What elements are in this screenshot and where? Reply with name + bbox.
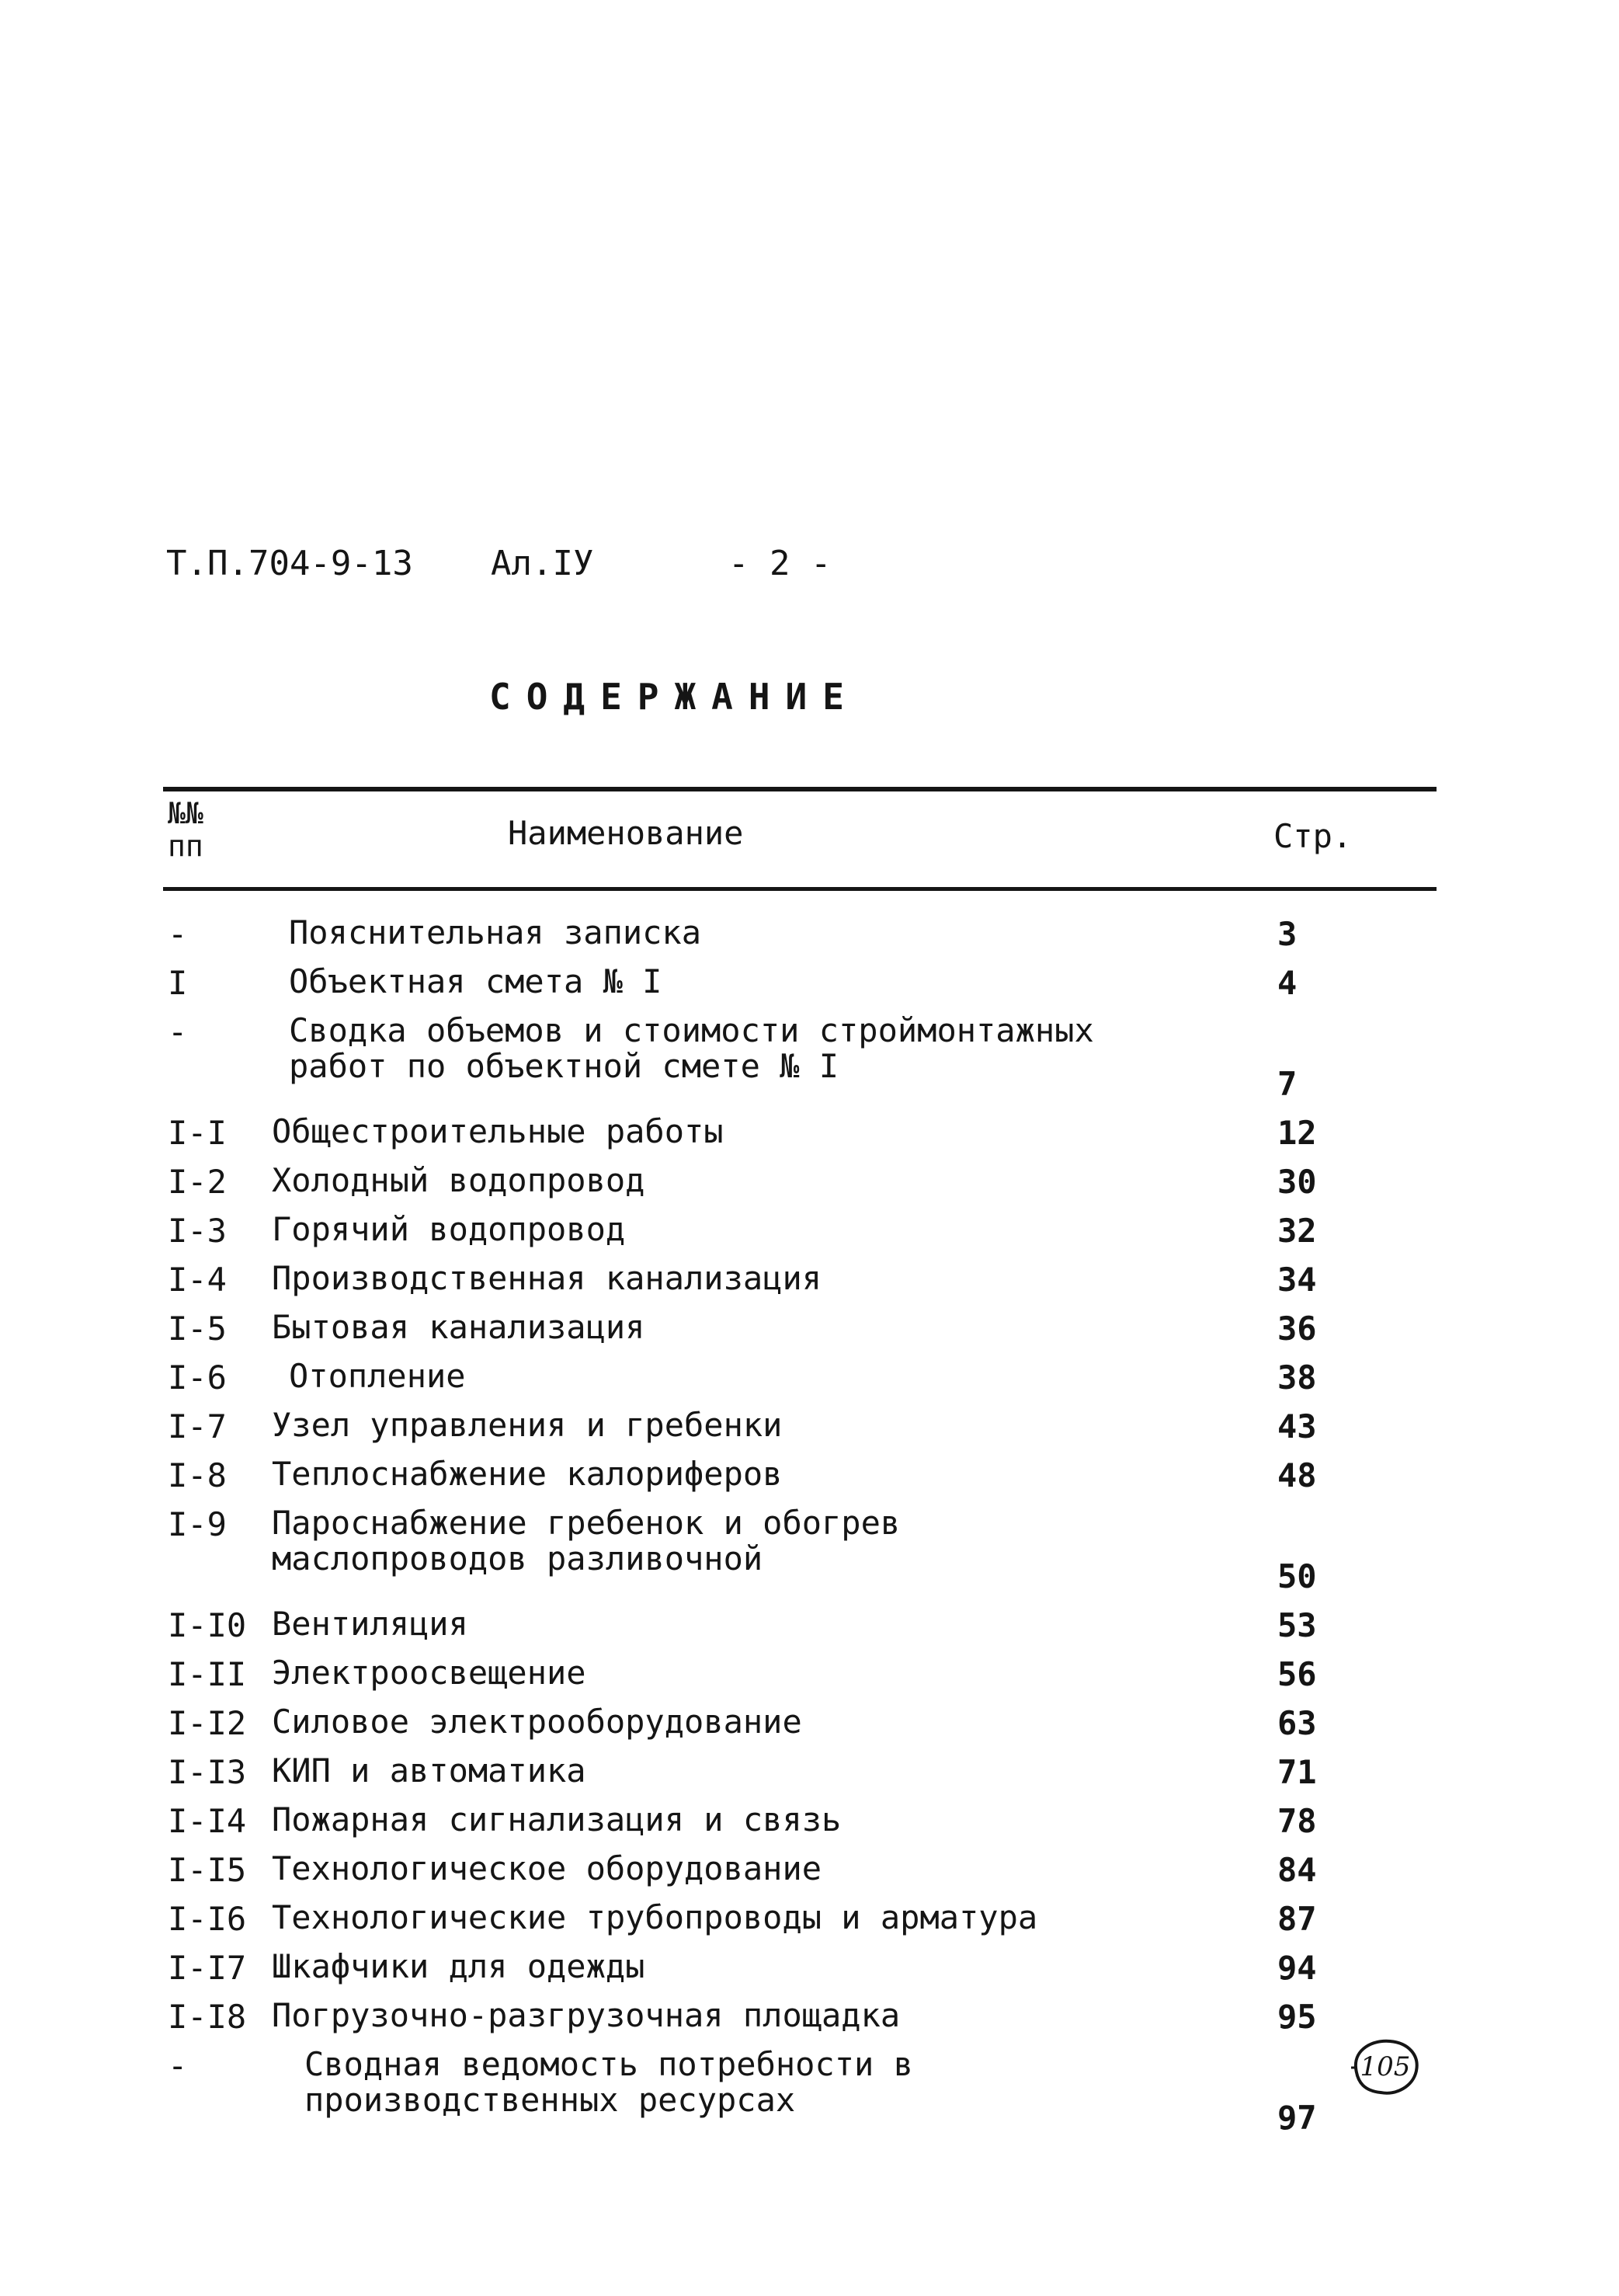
table-row bbox=[0, 1600, 1619, 1649]
row-number: I-6 bbox=[168, 1358, 227, 1397]
row-number: I-4 bbox=[168, 1261, 227, 1299]
row-number: I-5 bbox=[168, 1310, 227, 1348]
row-number: I-9 bbox=[168, 1505, 227, 1543]
row-name: Пожарная сигнализация и связь bbox=[272, 1800, 842, 1839]
row-number: - bbox=[168, 915, 188, 953]
row-number: I-I4 bbox=[168, 1802, 247, 1840]
row-number: I-I5 bbox=[168, 1851, 247, 1889]
row-page: 87 bbox=[1277, 1900, 1317, 1938]
document-code: Т.П.704-9-13 bbox=[166, 544, 413, 583]
album-number: Ал.IУ bbox=[491, 544, 594, 583]
row-name: Холодный водопровод bbox=[272, 1161, 645, 1199]
row-name: Силовое электрооборудование bbox=[272, 1703, 802, 1741]
row-page: 4 bbox=[1277, 964, 1298, 1002]
row-page: 30 bbox=[1277, 1163, 1317, 1201]
row-name: Вентиляция bbox=[272, 1605, 468, 1643]
table-row bbox=[0, 1845, 1619, 1894]
page-marker: - 2 - bbox=[728, 544, 832, 583]
row-name: Пароснабжение гребенок и обогрев маслопроводов разливочной bbox=[272, 1504, 901, 1578]
row-number: I-I bbox=[168, 1114, 227, 1152]
row-number: I-2 bbox=[168, 1163, 227, 1201]
row-name: Производственная канализация bbox=[272, 1259, 822, 1297]
row-name: Объектная смета № I bbox=[289, 962, 662, 1000]
row-name: Сводка объемов и стоимости строймонтажных работ по объектной смете № I bbox=[289, 1011, 1094, 1085]
contents-list bbox=[0, 909, 1619, 2141]
table-row bbox=[0, 1007, 1619, 1108]
row-page: 71 bbox=[1277, 1753, 1317, 1791]
table-header-rule bbox=[163, 887, 1437, 891]
row-name: Электроосвещение bbox=[272, 1654, 586, 1692]
row-page: 94 bbox=[1277, 1949, 1317, 1987]
row-page: 56 bbox=[1277, 1655, 1317, 1693]
row-number: I-I8 bbox=[168, 1998, 247, 2036]
page-title: СОДЕРЖАНИЕ bbox=[489, 676, 860, 718]
row-page: 97 bbox=[1277, 2099, 1317, 2137]
row-number: - bbox=[168, 2047, 188, 2085]
column-header-name: Наименование bbox=[508, 814, 744, 852]
row-page: 7 bbox=[1277, 1065, 1298, 1103]
row-page: 50 bbox=[1277, 1557, 1317, 1595]
row-number: I-3 bbox=[168, 1212, 227, 1250]
row-name: Технологические трубопроводы и арматура bbox=[272, 1898, 1038, 1936]
row-page: 63 bbox=[1277, 1704, 1317, 1742]
table-row bbox=[0, 1352, 1619, 1401]
row-name: Горячий водопровод bbox=[272, 1210, 626, 1248]
table-row bbox=[0, 1108, 1619, 1157]
table-row bbox=[0, 1698, 1619, 1747]
row-page: 78 bbox=[1277, 1802, 1317, 1840]
row-name: Общестроительные работы bbox=[272, 1112, 724, 1150]
table-row bbox=[0, 1649, 1619, 1698]
row-name: Узел управления и гребенки bbox=[272, 1406, 783, 1444]
row-number: I-I2 bbox=[168, 1704, 247, 1742]
table-row bbox=[0, 1450, 1619, 1499]
row-page: 32 bbox=[1277, 1212, 1317, 1250]
table-top-rule bbox=[163, 787, 1437, 791]
row-name: Теплоснабжение калориферов bbox=[272, 1455, 783, 1493]
row-number: I-I6 bbox=[168, 1900, 247, 1938]
table-row bbox=[0, 1796, 1619, 1845]
row-number: I-I0 bbox=[168, 1606, 247, 1644]
row-name: Шкафчики для одежды bbox=[272, 1947, 645, 1985]
row-number: I-7 bbox=[168, 1407, 227, 1445]
row-page: 3 bbox=[1277, 915, 1298, 953]
table-row bbox=[0, 1254, 1619, 1303]
row-number: I-I7 bbox=[168, 1949, 247, 1987]
table-row bbox=[0, 1992, 1619, 2040]
row-name: Погрузочно-разгрузочная площадка bbox=[272, 1996, 901, 2034]
row-number: I-8 bbox=[168, 1456, 227, 1494]
table-row bbox=[0, 1157, 1619, 1205]
handwritten-page-number-stamp bbox=[1350, 2037, 1421, 2097]
stamp-number: 105 bbox=[1360, 2051, 1411, 2082]
row-name: Отопление bbox=[289, 1357, 466, 1395]
table-row bbox=[0, 1747, 1619, 1796]
column-header-number: №№ пп bbox=[168, 796, 203, 863]
row-name: Сводная ведомость потребности в производственных ресурсах bbox=[304, 2045, 913, 2119]
row-name: КИП и автоматика bbox=[272, 1752, 586, 1790]
row-page: 48 bbox=[1277, 1456, 1317, 1494]
row-page: 53 bbox=[1277, 1606, 1317, 1644]
row-name: Технологическое оборудование bbox=[272, 1849, 822, 1887]
row-name: Бытовая канализация bbox=[272, 1308, 645, 1346]
table-row bbox=[0, 1401, 1619, 1450]
table-row bbox=[0, 909, 1619, 958]
table-row bbox=[0, 1894, 1619, 1943]
row-name: Пояснительная записка bbox=[289, 913, 702, 951]
row-page: 34 bbox=[1277, 1261, 1317, 1299]
table-row bbox=[0, 1943, 1619, 1992]
row-page: 84 bbox=[1277, 1851, 1317, 1889]
row-page: 38 bbox=[1277, 1358, 1317, 1397]
row-page: 12 bbox=[1277, 1114, 1317, 1152]
row-page: 43 bbox=[1277, 1407, 1317, 1445]
row-number: - bbox=[168, 1013, 188, 1051]
row-number: I bbox=[168, 964, 188, 1002]
table-row bbox=[0, 1499, 1619, 1600]
row-page: 36 bbox=[1277, 1310, 1317, 1348]
table-row bbox=[0, 1205, 1619, 1254]
column-header-page: Стр. bbox=[1273, 817, 1353, 855]
table-row bbox=[0, 1303, 1619, 1352]
row-number: I-II bbox=[168, 1655, 247, 1693]
row-page: 95 bbox=[1277, 1998, 1317, 2036]
row-number: I-I3 bbox=[168, 1753, 247, 1791]
table-row bbox=[0, 958, 1619, 1007]
